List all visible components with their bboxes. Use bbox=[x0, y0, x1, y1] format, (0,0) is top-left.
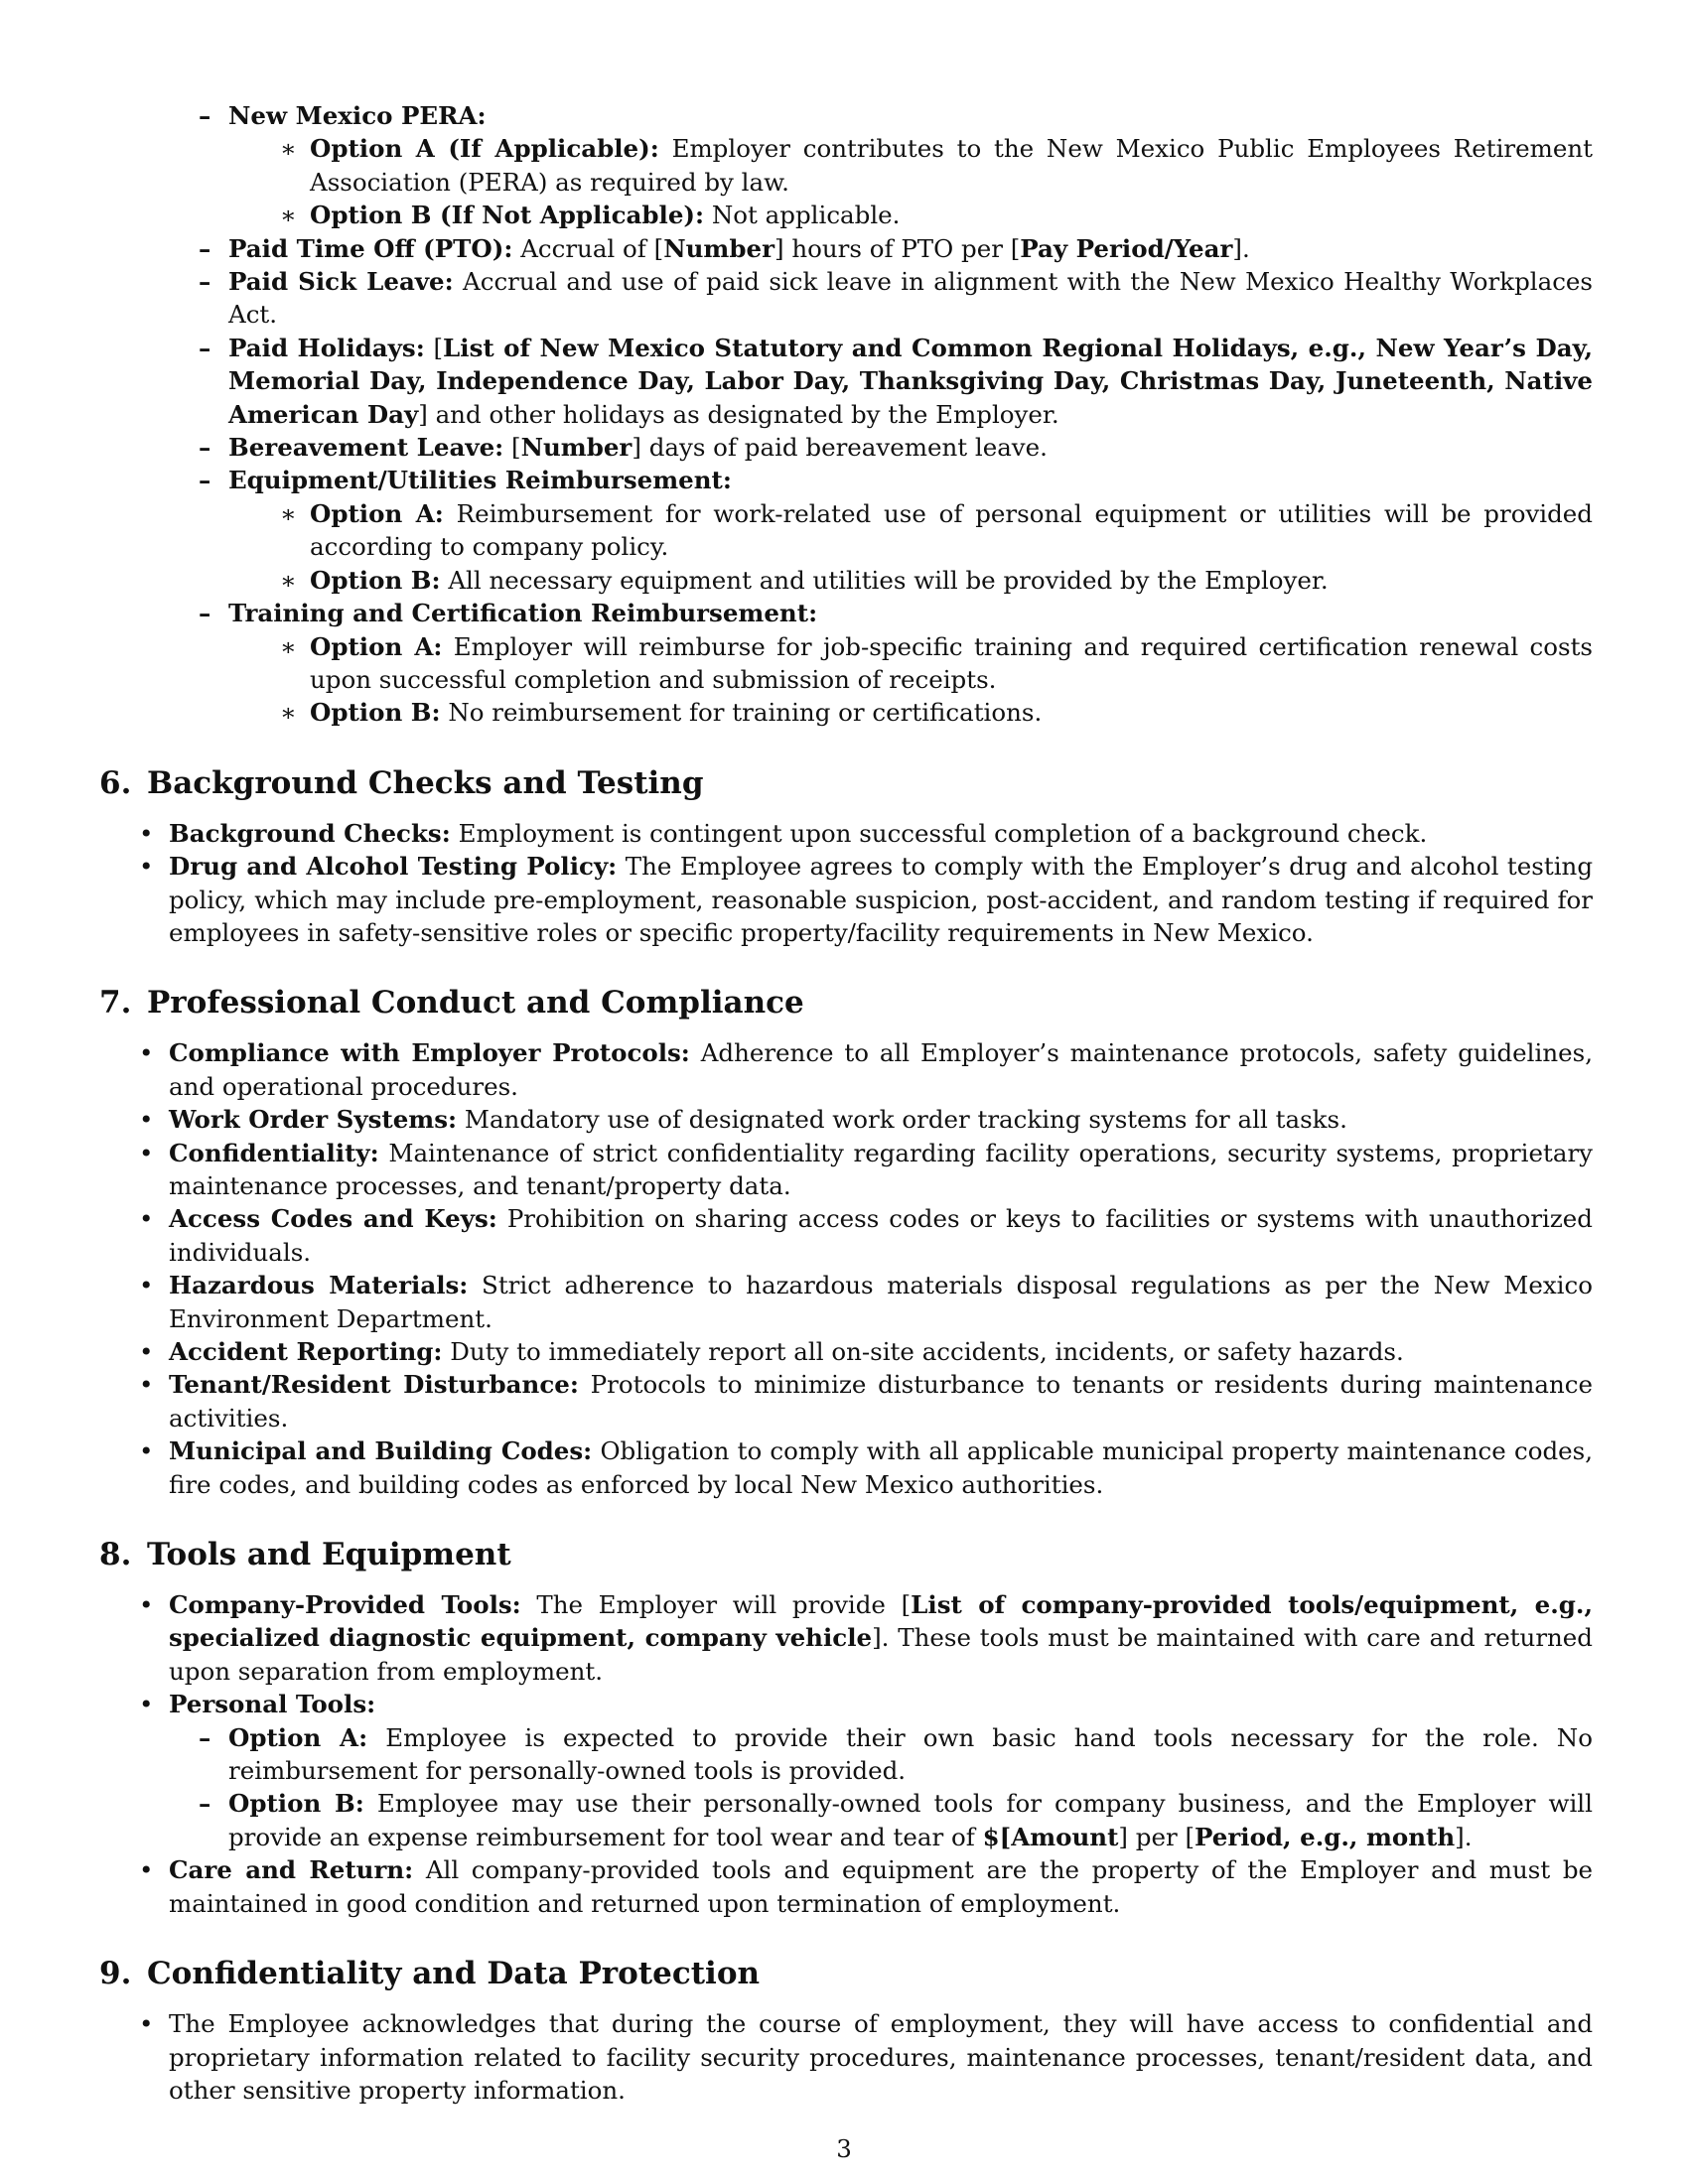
list-item: • Confidentiality: Maintenance of strict confidentiality regarding facility operations, security systems, proprietary maintenance processes, and tenant/property data. bbox=[99, 1137, 1593, 1203]
list-item: • Work Order Systems: Mandatory use of designated work order tracking systems for all tasks. bbox=[99, 1103, 1593, 1136]
list-item: • Municipal and Building Codes: Obligation to comply with all applicable municipal property maintenance codes, fire codes, and building codes as enforced by local New Mexico authorities. bbox=[99, 1434, 1593, 1501]
page-number: 3 bbox=[836, 2134, 852, 2163]
list-item-holidays: – Paid Holidays: [List of New Mexico Statutory and Common Regional Holidays, e.g., New Year’s Day, Memorial Day, Independence Day, Labor Day, Thanksgiving Day, Christmas Day, Juneteenth, Native American Day] and other holidays as designated by the Employer. bbox=[99, 332, 1593, 431]
list-item: • Access Codes and Keys: Prohibition on sharing access codes or keys to facilities or systems with unauthorized individuals. bbox=[99, 1202, 1593, 1269]
list-item-bereavement: – Bereavement Leave: [Number] days of paid bereavement leave. bbox=[99, 431, 1593, 464]
option-item: ∗ Option B: All necessary equipment and utilities will be provided by the Employer. bbox=[228, 564, 1593, 597]
option-item: ∗ Option B (If Not Applicable): Not applicable. bbox=[228, 199, 1593, 231]
list-item: • Care and Return: All company-provided tools and equipment are the property of the Employer and must be maintained in good condition and returned upon termination of employment. bbox=[99, 1853, 1593, 1920]
list-item: • The Employee acknowledges that during the course of employment, they will have access to confidential and proprietary information related to facility security procedures, maintenance processes, tenant/resident data, and other sensitive property information. bbox=[99, 2007, 1593, 2107]
option-item: ∗ Option A: Reimbursement for work-related use of personal equipment or utilities will be provided according to company policy. bbox=[228, 497, 1593, 564]
list-item-pera: – New Mexico PERA: ∗ Option A (If Applicable): Employer contributes to the New Mexico Public Employees Retirement Association (PERA) as required by law. ∗ Option B (If Not Applicable): Not applicable. bbox=[99, 99, 1593, 232]
option-item: – Option B: Employee may use their personally-owned tools for company business, and the Employer will provide an expense reimbursement for tool wear and tear of $[Amount] per [Period, e.g., month]. bbox=[169, 1787, 1593, 1853]
section-heading: 7. Professional Conduct and Compliance bbox=[99, 985, 804, 1022]
option-item: ∗ Option B: No reimbursement for training or certifications. bbox=[228, 696, 1593, 729]
list-item-training: – Training and Certification Reimbursement: ∗ Option A: Employer will reimburse for job-specific training and required certification renewal costs upon successful completion and submission of receipts. ∗ Option B: No reimbursement for training or certifications. bbox=[99, 597, 1593, 730]
section-heading: 6. Background Checks and Testing bbox=[99, 764, 704, 801]
list-item-sick-leave: – Paid Sick Leave: Accrual and use of paid sick leave in alignment with the New Mexico Healthy Workplaces Act. bbox=[99, 265, 1593, 332]
document-page bbox=[99, 99, 1593, 2107]
option-item: – Option A: Employee is expected to provide their own basic hand tools necessary for the role. No reimbursement for personally-owned tools is provided. bbox=[169, 1721, 1593, 1788]
section-7-list bbox=[99, 1036, 1593, 1501]
section-heading: 8. Tools and Equipment bbox=[99, 1537, 511, 1573]
list-item: • Accident Reporting: Duty to immediately report all on-site accidents, incidents, or safety hazards. bbox=[99, 1335, 1593, 1368]
option-item: ∗ Option A: Employer will reimburse for job-specific training and required certification renewal costs upon successful completion and submission of receipts. bbox=[228, 630, 1593, 697]
list-item: • Drug and Alcohol Testing Policy: The Employee agrees to comply with the Employer’s drug and alcohol testing policy, which may include pre-employment, reasonable suspicion, post-accident, and random testing if required for employees in safety-sensitive roles or specific property/facility requirements in New Mexico. bbox=[99, 850, 1593, 949]
section-6-list bbox=[99, 817, 1593, 950]
list-item-pto: – Paid Time Off (PTO): Accrual of [Number] hours of PTO per [Pay Period/Year]. bbox=[99, 232, 1593, 265]
section-heading: 9. Confidentiality and Data Protection bbox=[99, 1956, 761, 1992]
section-9-list bbox=[99, 2007, 1593, 2107]
list-item: • Company-Provided Tools: The Employer will provide [List of company-provided tools/equipment, e.g., specialized diagnostic equipment, company vehicle]. These tools must be maintained with care and returned upon separation from employment. bbox=[99, 1588, 1593, 1688]
list-item: • Personal Tools: – Option A: Employee is expected to provide their own basic hand tools necessary for the role. No reimbursement for personally-owned tools is provided. – Option B: Employee may use their personally-owned tools for company business, and the Employer will provide an expense reimbursement for tool wear and tear of $[Amount] per [Period, e.g., month]. bbox=[99, 1688, 1593, 1853]
option-item: ∗ Option A (If Applicable): Employer contributes to the New Mexico Public Employees Retirement Association (PERA) as required by law. bbox=[228, 132, 1593, 199]
list-item: • Compliance with Employer Protocols: Adherence to all Employer’s maintenance protocols, safety guidelines, and operational procedures. bbox=[99, 1036, 1593, 1103]
section-8-list bbox=[99, 1588, 1593, 1920]
list-item: • Hazardous Materials: Strict adherence to hazardous materials disposal regulations as per the New Mexico Environment Department. bbox=[99, 1269, 1593, 1335]
list-item: • Tenant/Resident Disturbance: Protocols to minimize disturbance to tenants or residents during maintenance activities. bbox=[99, 1368, 1593, 1434]
benefits-list bbox=[99, 99, 1593, 730]
list-item: • Background Checks: Employment is contingent upon successful completion of a background check. bbox=[99, 817, 1593, 850]
list-item-equipment: – Equipment/Utilities Reimbursement: ∗ Option A: Reimbursement for work-related use of personal equipment or utilities will be provided according to company policy. ∗ Option B: All necessary equipment and utilities will be provided by the Employer. bbox=[99, 464, 1593, 597]
